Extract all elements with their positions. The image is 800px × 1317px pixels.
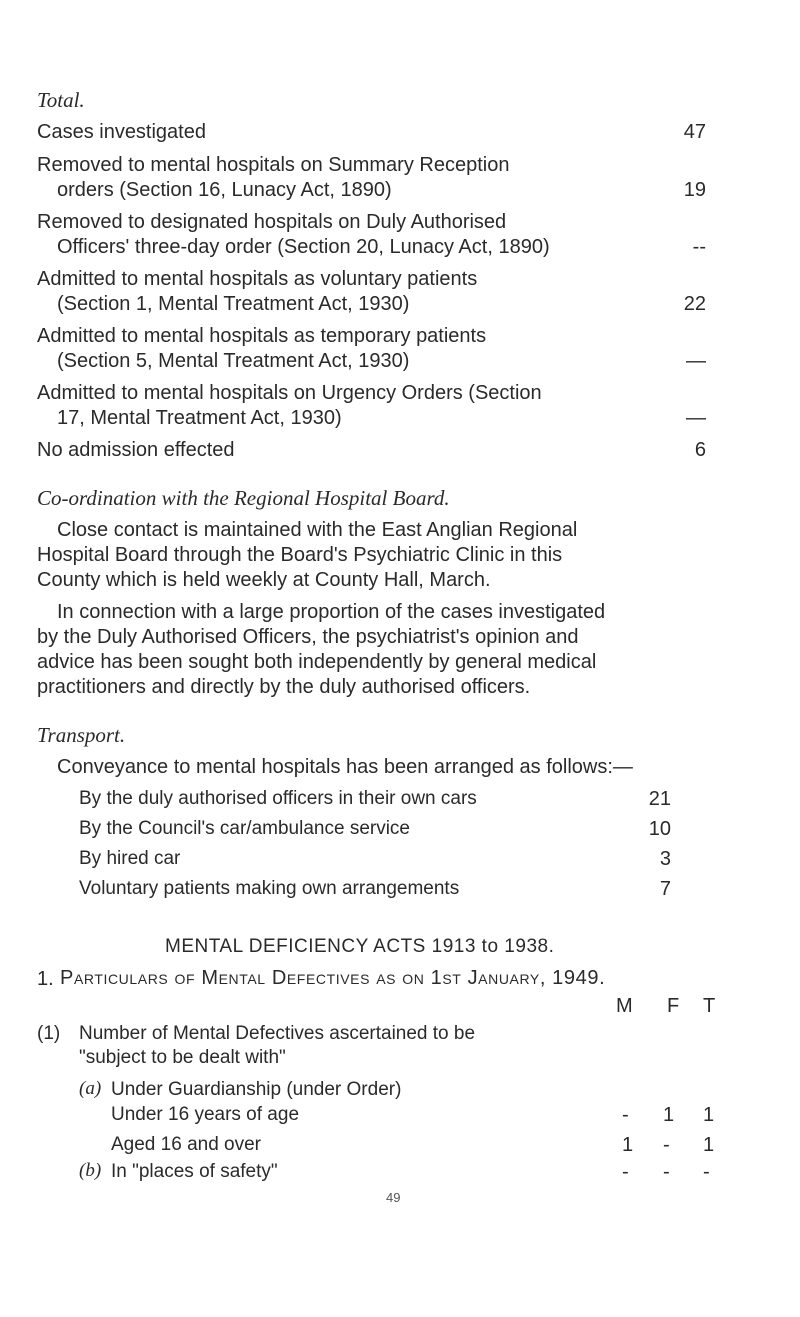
coordination-para2-line-1: In connection with a large proportion of the cases investigated bbox=[57, 601, 606, 623]
total-item-2-line-1: Removed to mental hospitals on Summary Reception bbox=[37, 154, 510, 176]
total-item-4-value: 22 bbox=[683, 293, 706, 315]
row-b-t: - bbox=[703, 1161, 710, 1183]
section-title: Particulars of Mental Defectives as on 1st January, 1949. bbox=[60, 967, 606, 989]
coordination-para2-line-4: practitioners and directly by the duly authorised officers. bbox=[37, 676, 531, 698]
total-item-2-value: 19 bbox=[683, 179, 706, 201]
column-header-f: F bbox=[667, 995, 680, 1017]
transport-item-2-value: 10 bbox=[648, 818, 671, 840]
transport-heading: Transport. bbox=[37, 723, 126, 747]
coordination-para1-line-3: County which is held weekly at County Hall, March. bbox=[37, 569, 491, 591]
sub-a-label: (a) bbox=[79, 1078, 102, 1099]
row-a2-m: 1 bbox=[622, 1134, 634, 1156]
section-number: 1. bbox=[37, 968, 54, 990]
transport-item-3-value: 3 bbox=[659, 848, 671, 870]
total-heading: Total. bbox=[37, 88, 85, 112]
column-header-t: T bbox=[703, 995, 716, 1017]
total-item-1-line-1: Cases investigated bbox=[37, 121, 206, 143]
total-item-7-line-1: No admission effected bbox=[37, 439, 235, 461]
total-item-6-line-1: Admitted to mental hospitals on Urgency Orders (Section bbox=[37, 382, 542, 404]
coordination-heading: Co-ordination with the Regional Hospital Board. bbox=[37, 486, 450, 510]
row-a2-label: Aged 16 and over bbox=[111, 1134, 262, 1155]
sub-a-text: Under Guardianship (under Order) bbox=[111, 1079, 402, 1100]
row-a1-m: - bbox=[622, 1104, 629, 1126]
coordination-para2-line-2: by the Duly Authorised Officers, the psychiatrist's opinion and bbox=[37, 626, 579, 648]
row-a1-t: 1 bbox=[703, 1104, 715, 1126]
row-b-m: - bbox=[622, 1161, 629, 1183]
coordination-para2-line-3: advice has been sought both independently by general medical bbox=[37, 651, 597, 673]
transport-item-1-value: 21 bbox=[648, 788, 671, 810]
total-item-3-line-1: Removed to designated hospitals on Duly Authorised bbox=[37, 211, 507, 233]
total-item-2-line-2: orders (Section 16, Lunacy Act, 1890) bbox=[57, 179, 392, 201]
total-item-3-line-2: Officers' three-day order (Section 20, Lunacy Act, 1890) bbox=[57, 236, 550, 258]
transport-intro: Conveyance to mental hospitals has been arranged as follows:— bbox=[57, 756, 633, 778]
total-item-6-value: — bbox=[686, 407, 706, 429]
transport-item-3-label: By hired car bbox=[79, 848, 181, 869]
page-number: 49 bbox=[386, 1190, 401, 1205]
total-item-4-line-1: Admitted to mental hospitals as voluntary patients bbox=[37, 268, 478, 290]
item-1-number: (1) bbox=[37, 1023, 61, 1044]
row-a1-label: Under 16 years of age bbox=[111, 1104, 300, 1125]
transport-item-4-value: 7 bbox=[659, 878, 671, 900]
coordination-para1-line-1: Close contact is maintained with the East Anglian Regional bbox=[57, 519, 578, 541]
row-b-f: - bbox=[663, 1161, 670, 1183]
total-item-4-line-2: (Section 1, Mental Treatment Act, 1930) bbox=[57, 293, 410, 315]
total-item-7-value: 6 bbox=[694, 439, 706, 461]
total-item-5-line-1: Admitted to mental hospitals as temporary patients bbox=[37, 325, 487, 347]
row-a2-f: - bbox=[663, 1134, 670, 1156]
item-1-line-2: "subject to be dealt with" bbox=[79, 1047, 286, 1068]
mental-deficiency-title: MENTAL DEFICIENCY ACTS 1913 to 1938. bbox=[165, 936, 555, 957]
sub-b-text: In "places of safety" bbox=[111, 1161, 278, 1182]
transport-item-4-label: Voluntary patients making own arrangements bbox=[79, 878, 460, 899]
total-item-1-value: 47 bbox=[683, 121, 706, 143]
total-item-5-line-2: (Section 5, Mental Treatment Act, 1930) bbox=[57, 350, 410, 372]
row-a1-f: 1 bbox=[663, 1104, 675, 1126]
sub-b-label: (b) bbox=[79, 1160, 102, 1181]
total-item-3-value: -- bbox=[692, 236, 706, 258]
total-item-5-value: — bbox=[686, 350, 706, 372]
item-1-line-1: Number of Mental Defectives ascertained to be bbox=[79, 1023, 476, 1044]
transport-item-1-label: By the duly authorised officers in their own cars bbox=[79, 788, 477, 809]
transport-item-2-label: By the Council's car/ambulance service bbox=[79, 818, 410, 839]
total-item-6-line-2: 17, Mental Treatment Act, 1930) bbox=[57, 407, 342, 429]
column-header-m: M bbox=[616, 995, 633, 1017]
coordination-para1-line-2: Hospital Board through the Board's Psychiatric Clinic in this bbox=[37, 544, 563, 566]
row-a2-t: 1 bbox=[703, 1134, 715, 1156]
